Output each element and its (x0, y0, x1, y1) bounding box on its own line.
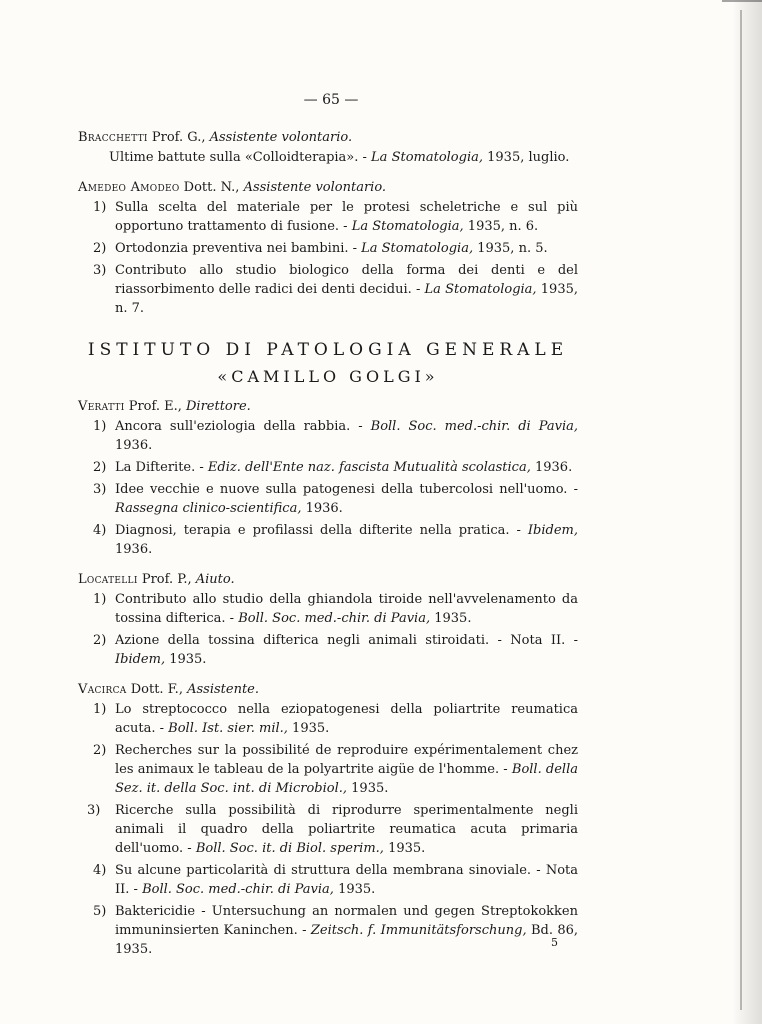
work-text: Su alcune particolarità di struttura della membrana sinoviale. - Nota II. - (115, 863, 578, 897)
work-number: 1) (93, 200, 107, 215)
author-name: Bracchetti (78, 130, 148, 145)
author-name: Amedeo Amodeo (78, 180, 180, 195)
work-tail: 1935, luglio. (483, 150, 570, 165)
work-text: Diagnosi, terapia e profilassi della difterite nella pratica. - (115, 523, 528, 538)
author-name: Locatelli (78, 572, 138, 587)
work-source: Rassegna clinico-scientifica, (115, 501, 302, 516)
author-entry (78, 680, 578, 959)
author-entry (78, 397, 578, 559)
work-text: Recherches sur la possibilité de reproduire expérimentalement chez les animaux le tableau de la polyartrite aigüe de l'homme. - (115, 743, 578, 777)
work-tail: 1935, n. 5. (473, 241, 548, 256)
work-item (93, 261, 578, 318)
author-role: Assistente volontario. (209, 130, 353, 145)
work-text: La Difterite. - (115, 460, 208, 475)
work-item (109, 148, 578, 167)
author-heading (78, 570, 578, 589)
work-tail: 1935. (430, 611, 472, 626)
author-entry (78, 178, 578, 318)
work-tail: 1935, n. 6. (463, 219, 539, 234)
work-item (93, 861, 578, 899)
work-source: La Stomatologia, (371, 150, 483, 165)
work-tail: Bd. 86, 1935. (115, 923, 579, 957)
section-subtitle: «CAMILLO GOLGI» (217, 367, 439, 386)
works-list (93, 198, 578, 318)
work-tail: 1935. (165, 652, 207, 667)
work-number: 3) (93, 482, 107, 497)
work-item (93, 458, 578, 477)
work-text: Baktericidie - Untersuchung an normalen und gegen Streptokokken immuninsierten Kaninchen. - (115, 904, 578, 938)
author-heading (78, 397, 578, 416)
work-number: 2) (93, 633, 107, 648)
work-number: 4) (93, 523, 107, 538)
author-title: Prof. E., (124, 399, 186, 414)
author-heading (78, 128, 578, 147)
work-item (93, 198, 578, 236)
work-text: Ortodonzia preventiva nei bambini. - (115, 241, 362, 256)
work-number: 1) (93, 702, 107, 717)
work-source: Boll. Ist. sier. mil., (168, 721, 288, 736)
work-text: Ultime battute sulla «Colloidterapia». - (109, 150, 372, 165)
section-title: ISTITUTO DI PATOLOGIA GENERALE (87, 340, 569, 360)
work-source: La Stomatologia, (361, 241, 474, 256)
work-text: Lo streptococco nella eziopatogenesi della poliartrite reumatica acuta. - (115, 702, 578, 736)
work-tail: 1936. (301, 501, 343, 516)
work-item (93, 700, 578, 738)
works-list (109, 148, 578, 167)
author-name: Veratti (78, 399, 125, 414)
work-tail: 1935. (347, 781, 389, 796)
work-number: 2) (93, 241, 107, 256)
work-text: Idee vecchie e nuove sulla patogenesi della tubercolosi nell'uomo. - (115, 482, 578, 497)
work-number: 2) (93, 460, 107, 475)
work-tail: 1935. (383, 841, 426, 856)
work-source: Boll. Soc. med.-chir. di Pavia, (238, 611, 431, 626)
work-text: Ancora sull'eziologia della rabbia. - (115, 419, 371, 434)
bibliography-content (78, 128, 578, 962)
work-tail: 1936. (530, 460, 573, 475)
work-source: Ibidem, (115, 652, 166, 667)
author-title: Prof. P., (137, 572, 196, 587)
work-text: Ricerche sulla possibilità di riprodurre sperimentalmente negli animali il quadro della poliartrite reumatica acuta primaria dell'uomo. - (115, 803, 578, 856)
work-item (93, 902, 579, 959)
author-role: Assistente volontario. (243, 180, 387, 195)
work-item (93, 480, 578, 518)
work-text: Contributo allo studio della ghiandola tiroide nell'avvelenamento da tossina difterica. - (115, 592, 578, 626)
work-text: Sulla scelta del materiale per le protesi scheletriche e sul più opportuno trattamento di fusione. - (115, 200, 578, 234)
author-role: Direttore. (186, 399, 251, 414)
work-tail: 1936. (115, 438, 153, 453)
work-item (93, 631, 578, 669)
work-item (93, 521, 578, 559)
work-tail: 1935. (287, 721, 330, 736)
author-title: Dott. F., (126, 682, 188, 697)
work-number: 4) (93, 863, 107, 878)
author-role: Assistente. (187, 682, 259, 697)
author-entry (78, 570, 578, 669)
scan-top-edge (722, 0, 762, 22)
work-number: 1) (93, 419, 107, 434)
author-title: Prof. G., (147, 130, 210, 145)
author-name: Vacirca (78, 682, 127, 697)
work-text: Contributo allo studio biologico della forma dei denti e del riassorbimento delle radici dei denti decidui. - (115, 263, 578, 297)
author-role: Aiuto. (195, 572, 235, 587)
work-number: 2) (93, 743, 107, 758)
work-item (93, 239, 578, 258)
work-source: Boll. Soc. it. di Biol. sperim., (195, 841, 384, 856)
work-item (93, 417, 578, 455)
work-source: Boll. Soc. med.-chir. di Pavia, (370, 419, 578, 434)
section-heading (78, 338, 578, 389)
work-number: 3) (93, 263, 107, 278)
work-source: Ibidem, (527, 523, 578, 538)
author-entry (78, 128, 578, 167)
work-number: 3) (87, 803, 101, 818)
work-item (93, 741, 578, 798)
work-tail: 1936. (115, 542, 153, 557)
work-tail: 1935. (333, 882, 376, 897)
work-item (93, 590, 578, 628)
work-source: Boll. Soc. med.-chir. di Pavia, (142, 882, 334, 897)
work-tail: 1935, n. 7. (115, 282, 578, 316)
author-title: Dott. N., (179, 180, 244, 195)
work-source: La Stomatologia, (424, 282, 537, 297)
works-list (93, 417, 578, 559)
work-text: Azione della tossina difterica negli animali stiroidati. - Nota II. - (115, 633, 578, 648)
work-source: Zeitsch. f. Immunitätsforschung, (310, 923, 527, 938)
works-list (93, 590, 578, 669)
work-source: Boll. della Sez. it. della Soc. int. di Microbiol., (115, 762, 578, 796)
work-number: 5) (93, 904, 107, 919)
work-source: La Stomatologia, (351, 219, 464, 234)
author-heading (78, 178, 578, 197)
work-item (87, 801, 578, 858)
author-heading (78, 680, 578, 699)
page-number: — 65 — (303, 92, 359, 108)
works-list (87, 700, 579, 959)
scan-binding-line (740, 10, 742, 1010)
work-source: Ediz. dell'Ente naz. fascista Mutualità scolastica, (207, 460, 531, 475)
scan-edge-shadow (732, 0, 762, 1024)
signature-mark: 5 (551, 936, 558, 949)
work-number: 1) (93, 592, 107, 607)
